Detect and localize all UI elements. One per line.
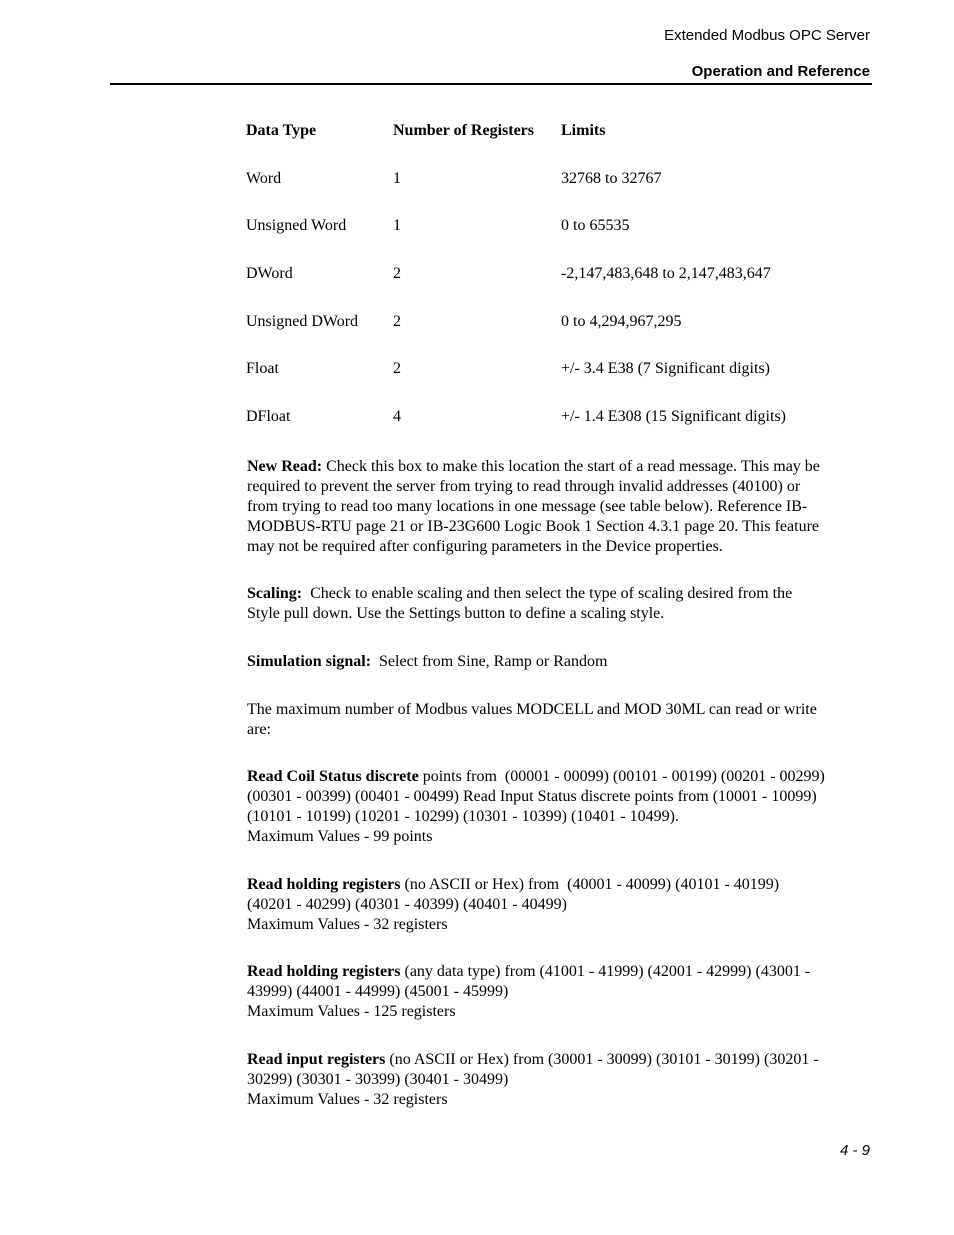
scaling-paragraph xyxy=(247,584,869,624)
cell-registers: 1 xyxy=(393,169,401,187)
cell-data-type: Unsigned DWord xyxy=(246,312,359,330)
text-line: (any data type) from (41001 - 41999) (42001 - 42999) (43001 - xyxy=(400,963,811,980)
input-registers-paragraph xyxy=(247,1050,869,1110)
text-line: (00301 - 00399) (00401 - 00499) Read Input Status discrete points from (10001 - 10099) xyxy=(247,788,817,805)
cell-limits: 0 to 4,294,967,295 xyxy=(561,312,682,330)
text-line: Maximum Values - 32 registers xyxy=(247,916,448,933)
holding-registers-any-paragraph xyxy=(247,962,869,1022)
holding-registers-paragraph xyxy=(247,875,869,935)
text-line: Check this box to make this location the start of a read message. This may be xyxy=(322,458,820,475)
input-registers-label: Read input registers xyxy=(247,1051,386,1068)
text-line: (no ASCII or Hex) from (40001 - 40099) (40101 - 40199) xyxy=(400,876,780,893)
cell-registers: 2 xyxy=(393,312,401,330)
text-line: may not be required after configuring parameters in the Device properties. xyxy=(247,538,723,555)
scaling-label: Scaling: xyxy=(247,585,303,602)
text-line: The maximum number of Modbus values MODCELL and MOD 30ML can read or write xyxy=(247,701,817,718)
text-line: MODBUS-RTU page 21 or IB-23G600 Logic Book 1 Section 4.3.1 page 20. This feature xyxy=(247,518,819,535)
text-line: Maximum Values - 32 registers xyxy=(247,1091,448,1108)
cell-data-type: Float xyxy=(246,360,279,378)
simulation-paragraph xyxy=(247,652,869,672)
text-line: from trying to read too many locations in one message (see table below). Reference IB- xyxy=(247,498,808,515)
cell-data-type: DFloat xyxy=(246,408,291,426)
text-line: Maximum Values - 125 registers xyxy=(247,1003,456,1020)
column-header-data-type: Data Type xyxy=(246,122,317,139)
cell-registers: 4 xyxy=(393,408,401,426)
cell-limits: +/- 1.4 E308 (15 Significant digits) xyxy=(561,408,786,426)
text-line: Style pull down. Use the Settings button to define a scaling style. xyxy=(247,605,665,622)
running-header-section: Operation and Reference xyxy=(691,63,870,80)
column-header-limits: Limits xyxy=(561,122,606,139)
coil-status-label: Read Coil Status discrete xyxy=(247,768,419,785)
text-line: (10101 - 10199) (10201 - 10299) (10301 - 10399) (10401 - 10499). xyxy=(247,808,679,825)
text-line: 30299) (30301 - 30399) (30401 - 30499) xyxy=(247,1071,509,1088)
text-line: required to prevent the server from trying to read through invalid addresses (40100) or xyxy=(247,478,801,495)
text-line: (no ASCII or Hex) from (30001 - 30099) (30101 - 30199) (30201 - xyxy=(385,1051,819,1068)
coil-status-paragraph xyxy=(247,767,869,847)
cell-data-type: DWord xyxy=(246,265,293,283)
header-divider xyxy=(110,83,872,85)
text-line: 43999) (44001 - 44999) (45001 - 45999) xyxy=(247,983,509,1000)
text-line: points from (00001 - 00099) (00101 - 00199) (00201 - 00299) xyxy=(418,768,825,785)
simulation-label: Simulation signal: xyxy=(247,653,372,670)
text-line: Select from Sine, Ramp or Random xyxy=(371,653,608,670)
max-values-intro xyxy=(247,700,869,740)
cell-limits: 32768 to 32767 xyxy=(561,169,662,187)
cell-limits: +/- 3.4 E38 (7 Significant digits) xyxy=(561,360,770,378)
holding-registers-label: Read holding registers xyxy=(247,963,401,980)
cell-limits: -2,147,483,648 to 2,147,483,647 xyxy=(561,265,771,283)
cell-limits: 0 to 65535 xyxy=(561,217,630,235)
new-read-paragraph xyxy=(247,457,869,557)
text-line: are: xyxy=(247,721,271,738)
cell-registers: 1 xyxy=(393,217,401,235)
cell-data-type: Word xyxy=(246,169,282,187)
cell-registers: 2 xyxy=(393,360,401,378)
text-line: Check to enable scaling and then select the type of scaling desired from the xyxy=(302,585,793,602)
cell-data-type: Unsigned Word xyxy=(246,217,347,235)
cell-registers: 2 xyxy=(393,265,401,283)
running-header-title: Extended Modbus OPC Server xyxy=(664,27,870,44)
page-number: 4 - 9 xyxy=(839,1142,870,1159)
text-line: (40201 - 40299) (40301 - 40399) (40401 - 40499) xyxy=(247,896,567,913)
new-read-label: New Read: xyxy=(247,458,323,475)
column-header-registers: Number of Registers xyxy=(393,122,535,139)
holding-registers-label: Read holding registers xyxy=(247,876,401,893)
text-line: Maximum Values - 99 points xyxy=(247,828,433,845)
